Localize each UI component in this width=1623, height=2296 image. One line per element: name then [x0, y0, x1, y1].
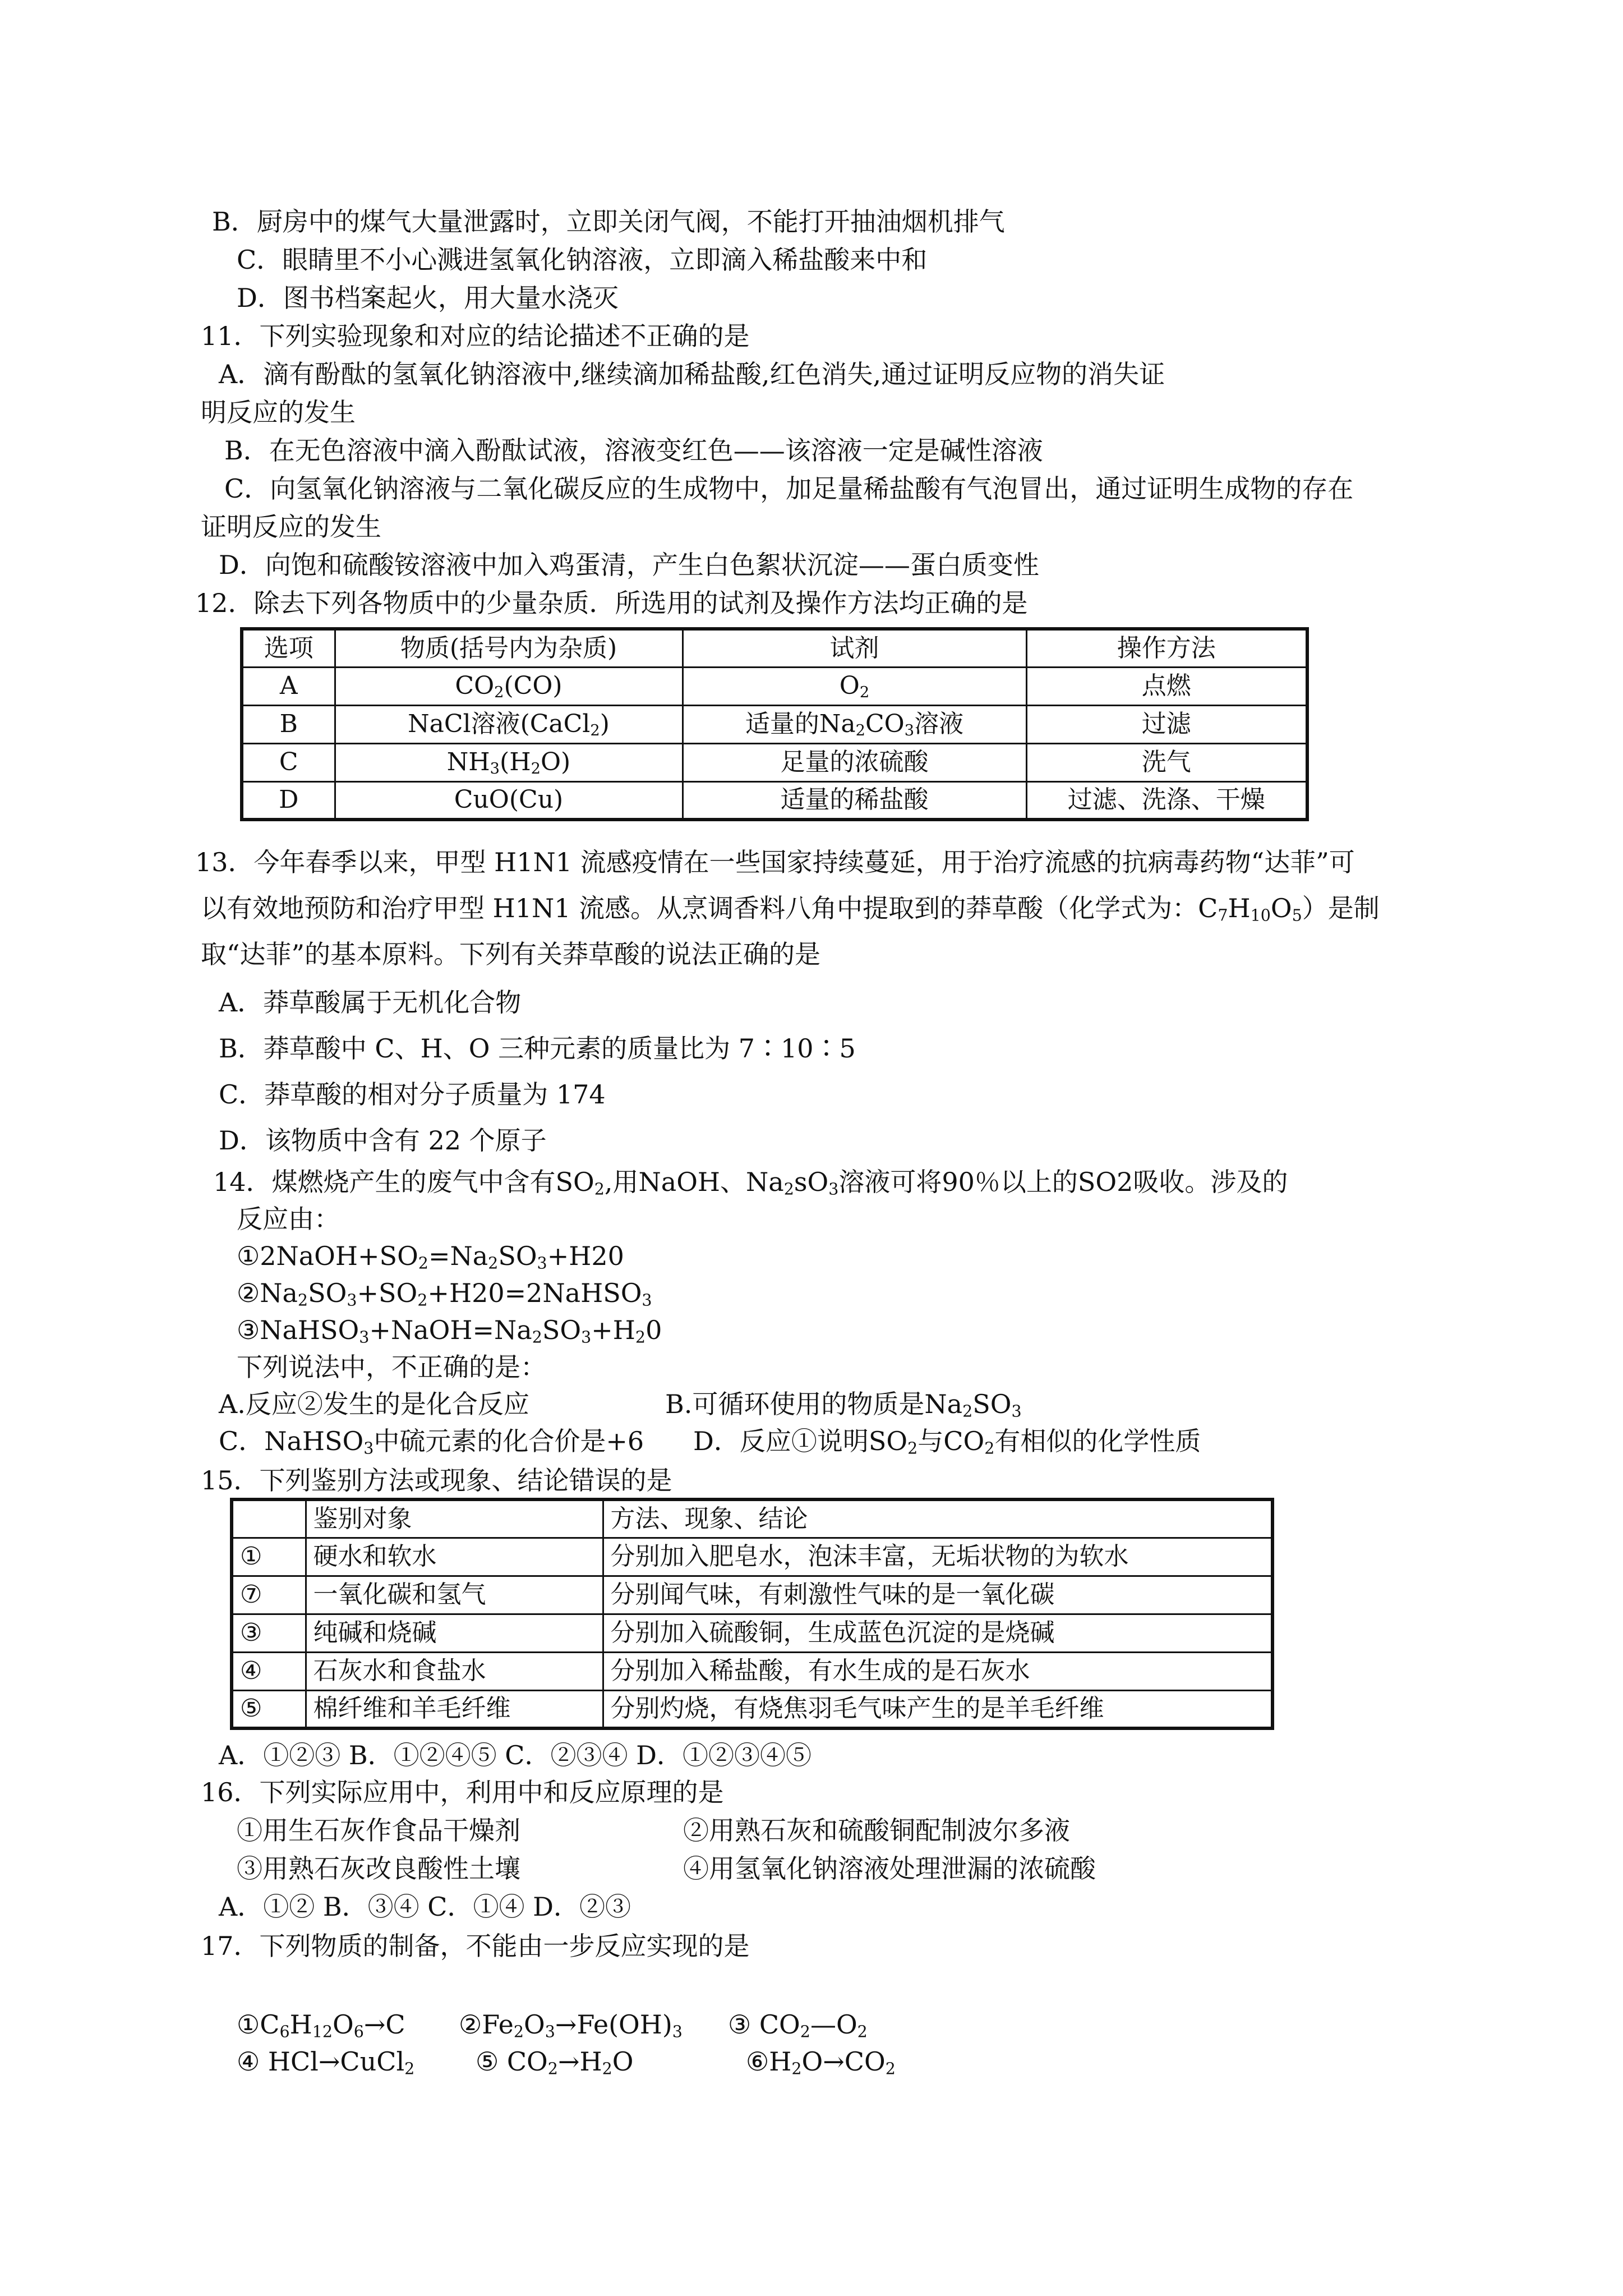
q13-option-c: C．莽草酸的相对分子质量为 174	[219, 1079, 606, 1110]
q17-item-5: ⑤ $CO_2\to H_2O$	[476, 2046, 634, 2078]
q15-stem: 15．下列鉴别方法或现象、结论错误的是	[201, 1465, 672, 1496]
q14-question: 下列说法中，不正确的是：	[237, 1352, 546, 1382]
q11-option-b: B．在无色溶液中滴入酚酞试液，溶液变红色——该溶液一定是碱性溶液	[224, 435, 1043, 466]
q14-option-a: A.反应②发生的是化合反应	[219, 1389, 529, 1419]
q14-reaction-3: $③NaHSO_3+NaOH=Na_2SO_3+H_20$	[237, 1315, 662, 1347]
q17-item-2: $②Fe_2O_3\to Fe(OH)_3$	[459, 2009, 683, 2041]
cell-substance: $NH_3(H_2O)$	[335, 743, 683, 781]
q16-item-4: ④用氢氧化钠溶液处理泄漏的浓硫酸	[683, 1853, 1096, 1884]
table-row	[232, 1576, 1272, 1614]
q13-stem-line3: 取“达菲”的基本原料。下列有关莽草酸的说法正确的是	[201, 939, 821, 969]
cell-object: 硬水和软水	[306, 1538, 603, 1576]
header-object: 鉴别对象	[306, 1499, 603, 1538]
cell-substance: NaCl溶液(CaCl$_2$)	[335, 705, 683, 743]
cell-method: 分别闻气味，有刺激性气味的是一氧化碳	[603, 1576, 1272, 1614]
table-header-row	[232, 1499, 1272, 1538]
q11-option-a-line2: 明反应的发生	[201, 397, 356, 427]
header-substance: 物质(括号内为杂质)	[335, 629, 683, 667]
q14-reaction-2: $②Na_2SO_3+SO_2+H20=2NaHSO_3$	[237, 1278, 652, 1310]
cell-index: ⑤	[232, 1690, 306, 1728]
q13-stem-line1: 13．今年春季以来，甲型 H1N1 流感疫情在一些国家持续蔓延，用于治疗流感的抗病毒药物“达菲”可	[195, 847, 1355, 877]
cell-option: D	[242, 781, 335, 820]
q12-table	[240, 627, 1309, 821]
q16-options: A．①② B．③④ C．①④ D．②③	[219, 1892, 631, 1922]
q11-option-c-line2: 证明反应的发生	[201, 512, 381, 542]
cell-object: 石灰水和食盐水	[306, 1652, 603, 1690]
cell-option: C	[242, 743, 335, 781]
cell-method: 分别加入硫酸铜，生成蓝色沉淀的是烧碱	[603, 1614, 1272, 1652]
table-row	[232, 1614, 1272, 1652]
header-option: 选项	[242, 629, 335, 667]
table-row	[232, 1538, 1272, 1576]
q14-option-b: B.可循环使用的物质是$Na_2SO_3$	[665, 1389, 1022, 1421]
cell-method: 洗气	[1026, 743, 1307, 781]
cell-method: 分别灼烧，有烧焦羽毛气味产生的是羊毛纤维	[603, 1690, 1272, 1728]
q10-option-d: D．图书档案起火，用大量水浇灭	[237, 283, 619, 313]
table-header-row	[242, 629, 1307, 667]
q16-item-3: ③用熟石灰改良酸性土壤	[237, 1853, 520, 1884]
table-row	[242, 667, 1307, 705]
q14-option-d: D．反应①说明$SO_2$与$CO_2$有相似的化学性质	[693, 1426, 1201, 1458]
cell-option: B	[242, 705, 335, 743]
q17-item-3: ③ $CO_2—O_2$	[728, 2009, 868, 2041]
cell-object: 棉纤维和羊毛纤维	[306, 1690, 603, 1728]
q11-option-a-line1: A．滴有酚酞的氢氧化钠溶液中,继续滴加稀盐酸,红色消失,通过证明反应物的消失证	[219, 359, 1165, 389]
cell-reagent: 适量的$Na_2CO_3$溶液	[683, 705, 1026, 743]
table-row	[242, 705, 1307, 743]
q12-stem: 12．除去下列各物质中的少量杂质．所选用的试剂及操作方法均正确的是	[195, 588, 1028, 618]
q11-option-c-line1: C．向氢氧化钠溶液与二氧化碳反应的生成物中，加足量稀盐酸有气泡冒出，通过证明生成物的存在	[224, 473, 1354, 504]
cell-substance: CuO(Cu)	[335, 781, 683, 820]
cell-method: 分别加入稀盐酸，有水生成的是石灰水	[603, 1652, 1272, 1690]
q14-stem-line2: 反应由：	[237, 1204, 340, 1234]
cell-object: 一氧化碳和氢气	[306, 1576, 603, 1614]
cell-index: ④	[232, 1652, 306, 1690]
cell-reagent: $O_2$	[683, 667, 1026, 705]
cell-method: 点燃	[1026, 667, 1307, 705]
q17-item-6: $⑥H_2O\to CO_2$	[746, 2046, 896, 2078]
table-row	[242, 743, 1307, 781]
q13-stem-line2: 以有效地预防和治疗甲型 H1N1 流感。从烹调香料八角中提取到的莽草酸（化学式为：$C_7H_{10}O_5$）是制	[201, 893, 1380, 925]
q16-item-1: ①用生石灰作食品干燥剂	[237, 1815, 520, 1846]
q11-option-d: D．向饱和硫酸铵溶液中加入鸡蛋清，产生白色絮状沉淀——蛋白质变性	[219, 550, 1039, 580]
q17-item-1: $①C_6H_{12}O_6\to C$	[237, 2009, 405, 2041]
q14-reaction-1: $①2NaOH+SO_2=Na_2SO_3+H20$	[237, 1241, 624, 1273]
cell-option: A	[242, 667, 335, 705]
q17-stem: 17．下列物质的制备，不能由一步反应实现的是	[201, 1931, 750, 1961]
header-index	[232, 1499, 306, 1538]
q13-option-b: B．莽草酸中 C、H、O 三种元素的质量比为 7∶10∶5	[219, 1033, 856, 1064]
cell-method: 过滤、洗涤、干燥	[1026, 781, 1307, 820]
cell-method: 分别加入肥皂水，泡沫丰富，无垢状物的为软水	[603, 1538, 1272, 1576]
table-row	[232, 1652, 1272, 1690]
q15-table	[230, 1498, 1274, 1730]
q13-option-a: A．莽草酸属于无机化合物	[219, 987, 522, 1018]
q14-option-c: C．NaHSO$_3$中硫元素的化合价是+6	[219, 1426, 644, 1458]
table-row	[242, 781, 1307, 820]
cell-index: ①	[232, 1538, 306, 1576]
q15-options: A．①②③ B．①②④⑤ C．②③④ D．①②③④⑤	[219, 1740, 811, 1770]
q13-option-d: D．该物质中含有 22 个原子	[219, 1125, 547, 1156]
header-method: 方法、现象、结论	[603, 1499, 1272, 1538]
cell-index: ③	[232, 1614, 306, 1652]
q10-option-b: B．厨房中的煤气大量泄露时，立即关闭气阀，不能打开抽油烟机排气	[212, 206, 1005, 237]
cell-reagent: 足量的浓硫酸	[683, 743, 1026, 781]
table-row	[232, 1690, 1272, 1728]
q16-stem: 16．下列实际应用中，利用中和反应原理的是	[201, 1777, 724, 1807]
header-reagent: 试剂	[683, 629, 1026, 667]
cell-index: ⑦	[232, 1576, 306, 1614]
q11-stem: 11．下列实验现象和对应的结论描述不正确的是	[201, 321, 750, 351]
cell-reagent: 适量的稀盐酸	[683, 781, 1026, 820]
cell-substance: $CO_2(CO)$	[335, 667, 683, 705]
q17-item-4: ④ HCl→CuCl$_2$	[237, 2046, 415, 2078]
cell-method: 过滤	[1026, 705, 1307, 743]
q10-option-c: C．眼睛里不小心溅进氢氧化钠溶液，立即滴入稀盐酸来中和	[237, 245, 928, 275]
q14-stem-line1: 14．煤燃烧产生的废气中含有$SO_2$,用NaOH、$Na_2sO_3$溶液可将90％以上的SO2吸收。涉及的	[213, 1167, 1288, 1199]
cell-object: 纯碱和烧碱	[306, 1614, 603, 1652]
q16-item-2: ②用熟石灰和硫酸铜配制波尔多液	[683, 1815, 1070, 1846]
header-method: 操作方法	[1026, 629, 1307, 667]
